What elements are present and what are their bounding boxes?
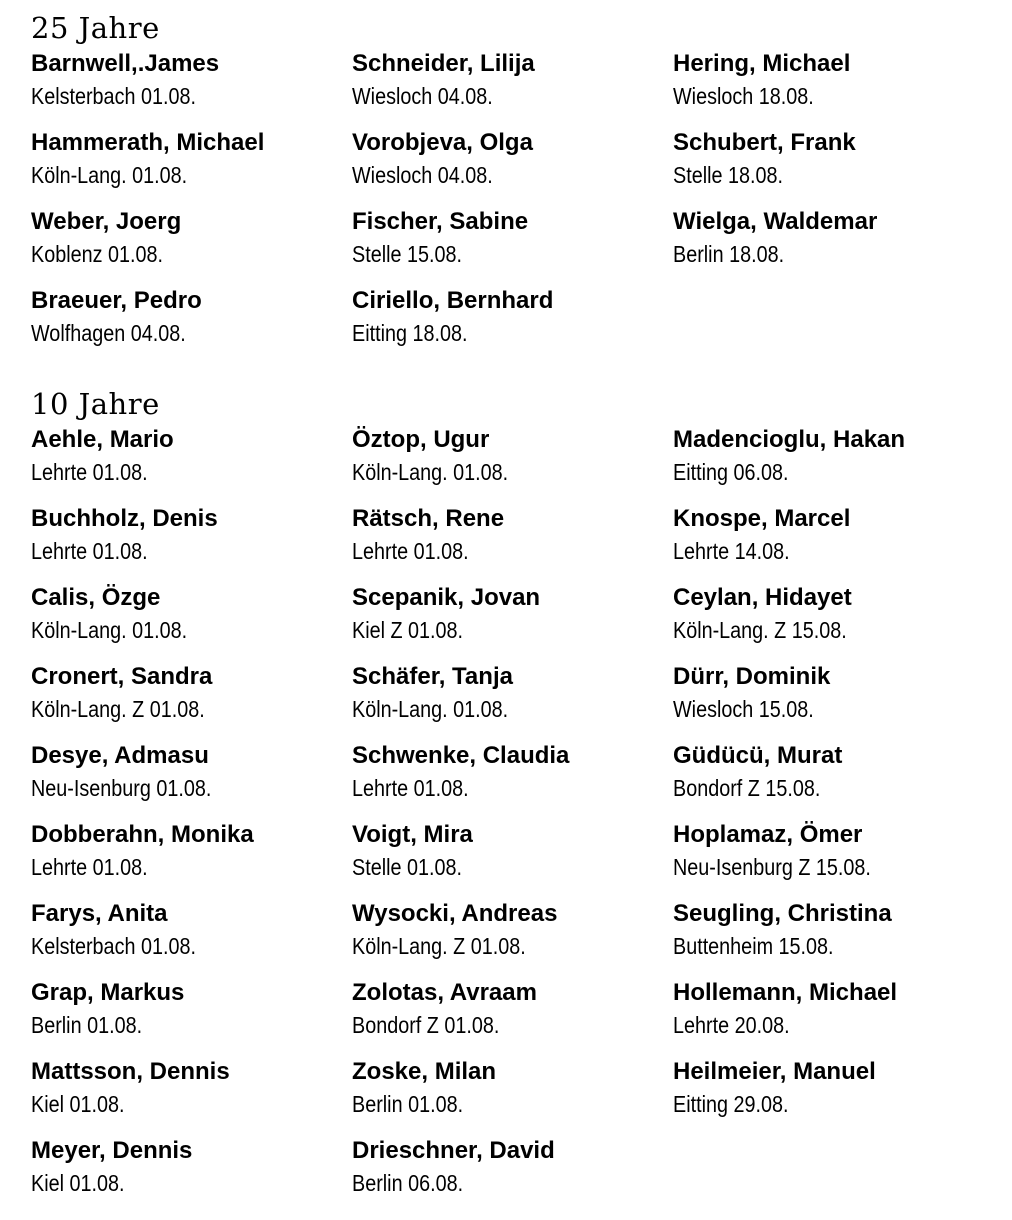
entry-location-date: Stelle 01.08. [352, 854, 462, 880]
entry-location-date: Bondorf Z 15.08. [673, 775, 821, 801]
entry-location-date: Lehrte 01.08. [352, 775, 469, 801]
entry-name: Güdücü, Murat [673, 742, 843, 769]
entry-name: Knospe, Marcel [673, 505, 851, 532]
entry-name: Vorobjeva, Olga [352, 129, 533, 156]
entry-location-date: Berlin 18.08. [673, 241, 785, 267]
entry-location-date: Köln-Lang. Z 01.08. [31, 696, 205, 722]
entry-name: Barnwell,.James [31, 50, 220, 77]
entry-location-date: Köln-Lang. 01.08. [31, 617, 188, 643]
entry-name: Wielga, Waldemar [673, 208, 878, 235]
entry-name: Heilmeier, Manuel [673, 1058, 876, 1085]
list-item [31, 1135, 352, 1214]
list-item [31, 424, 352, 503]
entry-name: Ceylan, Hidayet [673, 584, 852, 611]
entry-location-date: Köln-Lang. 01.08. [352, 696, 509, 722]
list-item [31, 819, 352, 898]
entry-name: Schwenke, Claudia [352, 742, 570, 769]
entry-name: Madencioglu, Hakan [673, 426, 906, 453]
list-item [673, 661, 991, 740]
list-item [352, 898, 673, 977]
entry-name: Schäfer, Tanja [352, 663, 513, 690]
entry-location-date: Lehrte 01.08. [352, 538, 469, 564]
entry-location-date: Wiesloch 18.08. [673, 83, 814, 109]
list-item [352, 285, 673, 364]
list-item [31, 285, 352, 364]
entries-grid [31, 424, 991, 1214]
list-item [352, 48, 673, 127]
entry-location-date: Wiesloch 15.08. [673, 696, 814, 722]
entry-location-date: Stelle 18.08. [673, 162, 783, 188]
entry-location-date: Kiel 01.08. [31, 1170, 125, 1196]
entry-location-date: Stelle 15.08. [352, 241, 462, 267]
entry-name: Seugling, Christina [673, 900, 892, 927]
list-item [31, 977, 352, 1056]
entry-location-date: Buttenheim 15.08. [673, 933, 834, 959]
entry-location-date: Neu-Isenburg 01.08. [31, 775, 212, 801]
list-item [673, 424, 991, 503]
list-item [352, 977, 673, 1056]
entry-location-date: Wolfhagen 04.08. [31, 320, 186, 346]
entry-location-date: Köln-Lang. Z 01.08. [352, 933, 526, 959]
list-item [352, 740, 673, 819]
entry-location-date: Lehrte 14.08. [673, 538, 790, 564]
entry-name: Cronert, Sandra [31, 663, 213, 690]
list-item [673, 740, 991, 819]
list-item [673, 206, 991, 285]
list-item [352, 1056, 673, 1135]
list-item [31, 1056, 352, 1135]
entry-location-date: Lehrte 01.08. [31, 538, 148, 564]
entry-name: Zolotas, Avraam [352, 979, 537, 1006]
list-item [31, 740, 352, 819]
entry-location-date: Bondorf Z 01.08. [352, 1012, 500, 1038]
entries-grid [31, 48, 991, 364]
entry-name: Braeuer, Pedro [31, 287, 202, 314]
list-item [673, 1056, 991, 1135]
entry-location-date: Lehrte 01.08. [31, 854, 148, 880]
list-item [31, 127, 352, 206]
entry-name: Calis, Özge [31, 584, 161, 611]
section-25-jahre [31, 10, 991, 364]
entry-name: Rätsch, Rene [352, 505, 505, 532]
entry-location-date: Berlin 06.08. [352, 1170, 464, 1196]
entry-location-date: Kelsterbach 01.08. [31, 933, 196, 959]
entry-name: Meyer, Dennis [31, 1137, 193, 1164]
entry-name: Buchholz, Denis [31, 505, 218, 532]
entry-location-date: Berlin 01.08. [352, 1091, 464, 1117]
empty-cell [673, 1135, 991, 1214]
list-item [352, 582, 673, 661]
entry-location-date: Kiel Z 01.08. [352, 617, 464, 643]
list-item [31, 661, 352, 740]
list-item [31, 503, 352, 582]
list-item [31, 48, 352, 127]
entry-name: Öztop, Ugur [352, 426, 490, 453]
entry-location-date: Köln-Lang. 01.08. [31, 162, 188, 188]
entry-name: Mattsson, Dennis [31, 1058, 230, 1085]
entry-name: Schneider, Lilija [352, 50, 535, 77]
entry-name: Aehle, Mario [31, 426, 174, 453]
entry-location-date: Eitting 06.08. [673, 459, 789, 485]
section-heading: 25 Jahre [31, 11, 160, 45]
entry-location-date: Lehrte 20.08. [673, 1012, 790, 1038]
entry-location-date: Berlin 01.08. [31, 1012, 143, 1038]
section-10-jahre [31, 386, 991, 1214]
entry-name: Wysocki, Andreas [352, 900, 558, 927]
list-item [673, 127, 991, 206]
entry-location-date: Köln-Lang. 01.08. [352, 459, 509, 485]
entry-location-date: Wiesloch 04.08. [352, 83, 493, 109]
entry-location-date: Kiel 01.08. [31, 1091, 125, 1117]
entry-name: Voigt, Mira [352, 821, 473, 848]
entry-location-date: Eitting 29.08. [673, 1091, 789, 1117]
list-item [352, 819, 673, 898]
list-item [31, 206, 352, 285]
list-item [673, 503, 991, 582]
entry-name: Hoplamaz, Ömer [673, 821, 863, 848]
list-item [673, 898, 991, 977]
list-item [673, 48, 991, 127]
entry-name: Grap, Markus [31, 979, 185, 1006]
empty-cell [673, 285, 991, 364]
section-heading: 10 Jahre [31, 387, 160, 421]
list-item [673, 977, 991, 1056]
entry-name: Weber, Joerg [31, 208, 182, 235]
entry-location-date: Koblenz 01.08. [31, 241, 163, 267]
list-item [31, 582, 352, 661]
list-item [352, 424, 673, 503]
list-item [352, 127, 673, 206]
entry-location-date: Lehrte 01.08. [31, 459, 148, 485]
entry-name: Zoske, Milan [352, 1058, 497, 1085]
entry-name: Ciriello, Bernhard [352, 287, 554, 314]
list-item [31, 898, 352, 977]
entry-location-date: Kelsterbach 01.08. [31, 83, 196, 109]
list-item [352, 1135, 673, 1214]
entry-name: Farys, Anita [31, 900, 168, 927]
list-item [673, 819, 991, 898]
entry-name: Hammerath, Michael [31, 129, 265, 156]
entry-name: Drieschner, David [352, 1137, 555, 1164]
entry-name: Schubert, Frank [673, 129, 856, 156]
entry-location-date: Köln-Lang. Z 15.08. [673, 617, 847, 643]
entry-name: Desye, Admasu [31, 742, 209, 769]
entry-location-date: Eitting 18.08. [352, 320, 468, 346]
entry-name: Hering, Michael [673, 50, 851, 77]
list-item [673, 582, 991, 661]
list-item [352, 661, 673, 740]
entry-name: Dürr, Dominik [673, 663, 831, 690]
entry-location-date: Neu-Isenburg Z 15.08. [673, 854, 871, 880]
entry-name: Hollemann, Michael [673, 979, 898, 1006]
entry-location-date: Wiesloch 04.08. [352, 162, 493, 188]
entry-name: Dobberahn, Monika [31, 821, 254, 848]
list-item [352, 206, 673, 285]
entry-name: Scepanik, Jovan [352, 584, 541, 611]
entry-name: Fischer, Sabine [352, 208, 529, 235]
list-item [352, 503, 673, 582]
